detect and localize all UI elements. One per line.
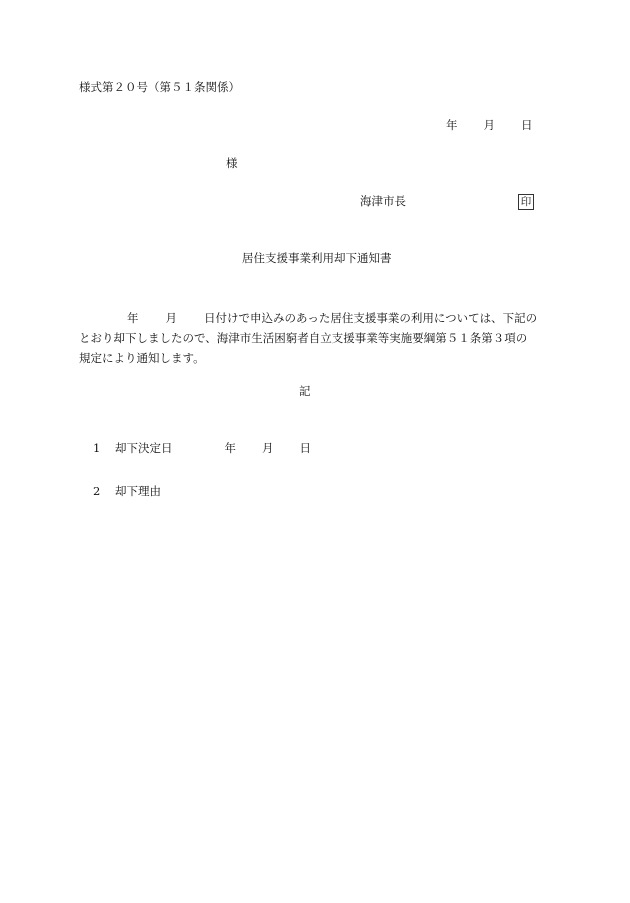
item-rejection-date xyxy=(93,443,311,455)
issue-date xyxy=(446,120,533,132)
notice-body-line-2: とおり却下しましたので、海津市生活困窮者自立支援事業等実施要綱第５１条第３項の xyxy=(79,331,528,345)
issue-date-day: 日 xyxy=(521,118,533,132)
document-title: 居住支援事業利用却下通知書 xyxy=(242,251,392,265)
issuer-name: 海津市長 xyxy=(360,194,406,208)
rejection-date-day: 日 xyxy=(299,441,311,455)
item-number: 1 xyxy=(93,441,101,455)
item-label: 却下決定日 xyxy=(115,441,173,455)
body-year: 年 xyxy=(127,311,139,325)
rejection-date-year: 年 xyxy=(224,441,236,455)
issue-date-month: 月 xyxy=(483,118,495,132)
notice-body xyxy=(79,308,554,368)
rejection-date-month: 月 xyxy=(262,441,274,455)
form-number: 様式第２０号（第５１条関係） xyxy=(79,80,240,94)
item-number: 2 xyxy=(93,484,101,498)
item-rejection-reason xyxy=(93,486,161,498)
notice-body-line-1 xyxy=(79,308,554,328)
addressee-suffix: 様 xyxy=(226,156,238,170)
ki-heading: 記 xyxy=(299,384,311,398)
item-label: 却下理由 xyxy=(115,484,161,498)
body-month: 月 xyxy=(165,311,177,325)
seal-mark: 印 xyxy=(518,194,534,210)
issue-date-year: 年 xyxy=(446,118,458,132)
body-line-1-text: 日付けで申込みのあった居住支援事業の利用については、下記の xyxy=(204,311,538,325)
notice-body-line-3: 規定により通知します。 xyxy=(79,351,205,365)
